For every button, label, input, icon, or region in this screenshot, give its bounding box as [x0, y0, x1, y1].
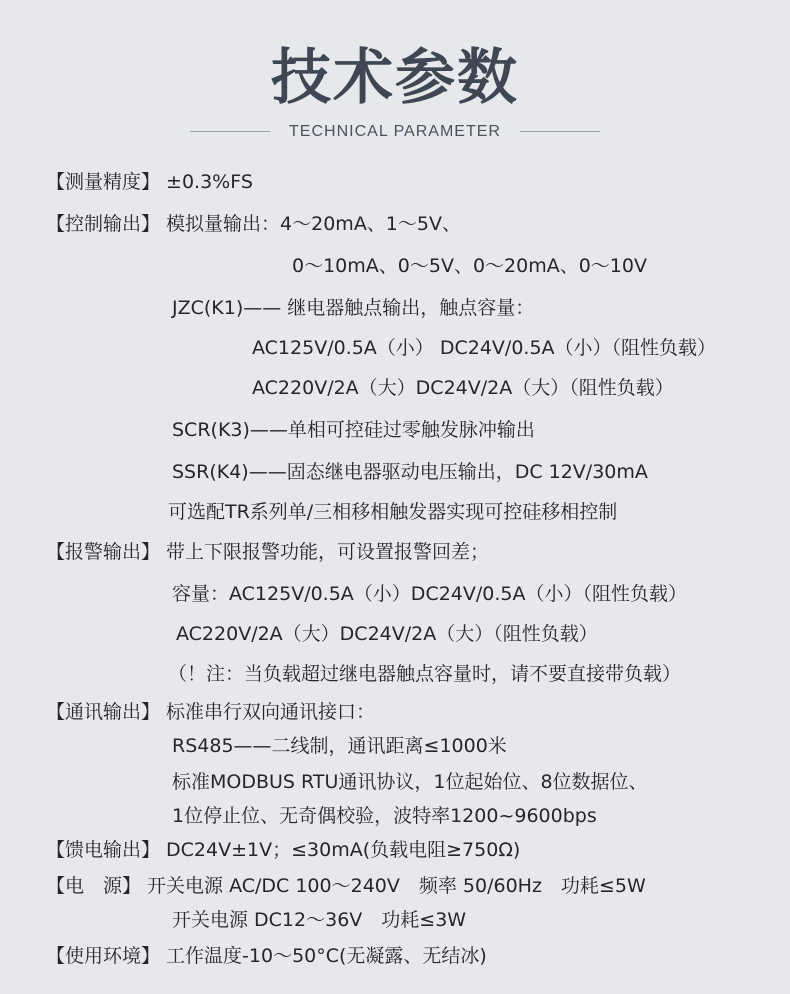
- spec-ssr-output: SSR(K4)——固态继电器驱动电压输出，DC 12V/30mA: [172, 461, 648, 483]
- page-subtitle: TECHNICAL PARAMETER: [289, 123, 501, 140]
- spec-alarm-capacity-small: 容量：AC125V/0.5A（小）DC24V/0.5A（小）（阻性负载）: [172, 583, 687, 605]
- spec-alarm-output: 【报警输出】 带上下限报警功能，可设置报警回差；: [46, 541, 490, 563]
- spec-alarm-capacity-large: AC220V/2A（大）DC24V/2A（大）（阻性负载）: [176, 623, 598, 645]
- spec-modbus: 标准MODBUS RTU通讯协议，1位起始位、8位数据位、: [172, 771, 648, 793]
- spec-control-output: 【控制输出】 模拟量输出：4～20mA、1～5V、: [46, 213, 461, 235]
- spec-measurement-accuracy: 【测量精度】 ±0.3%FS: [46, 171, 253, 193]
- spec-control-output-ranges: 0～10mA、0～5V、0～20mA、0～10V: [292, 255, 647, 277]
- spec-power-supply-dc: 开关电源 DC12～36V 功耗≤3W: [172, 909, 467, 931]
- spec-modbus-detail: 1位停止位、无奇偶校验，波特率1200~9600bps: [172, 805, 597, 827]
- spec-relay-capacity-large: AC220V/2A（大）DC24V/2A（大）（阻性负载）: [252, 377, 674, 399]
- spec-relay-output: JZC(K1)—— 继电器触点输出，触点容量：: [172, 297, 535, 319]
- spec-environment: 【使用环境】 工作温度-10～50°C(无凝露、无结冰): [46, 945, 487, 967]
- page-title: 技术参数: [271, 43, 519, 113]
- spec-power-supply: 【电 源】 开关电源 AC/DC 100～240V 频率 50/60Hz 功耗≤5W: [46, 875, 646, 897]
- spec-comm-output: 【通讯输出】 标准串行双向通讯接口：: [46, 701, 376, 723]
- spec-feed-output: 【馈电输出】 DC24V±1V；≤30mA(负载电阻≥750Ω): [46, 839, 521, 861]
- spec-scr-output: SCR(K3)——单相可控硅过零触发脉冲输出: [172, 419, 535, 441]
- divider-right: [520, 131, 600, 132]
- spec-rs485: RS485——二线制，通讯距离≤1000米: [172, 735, 507, 757]
- spec-tr-option: 可选配TR系列单/三相移相触发器实现可控硅移相控制: [168, 501, 618, 523]
- subtitle-row: [0, 120, 790, 144]
- spec-relay-capacity-small: AC125V/0.5A（小） DC24V/0.5A（小）（阻性负载）: [252, 337, 717, 359]
- spec-alarm-note: （！注：当负载超过继电器触点容量时，请不要直接带负载）: [168, 663, 682, 685]
